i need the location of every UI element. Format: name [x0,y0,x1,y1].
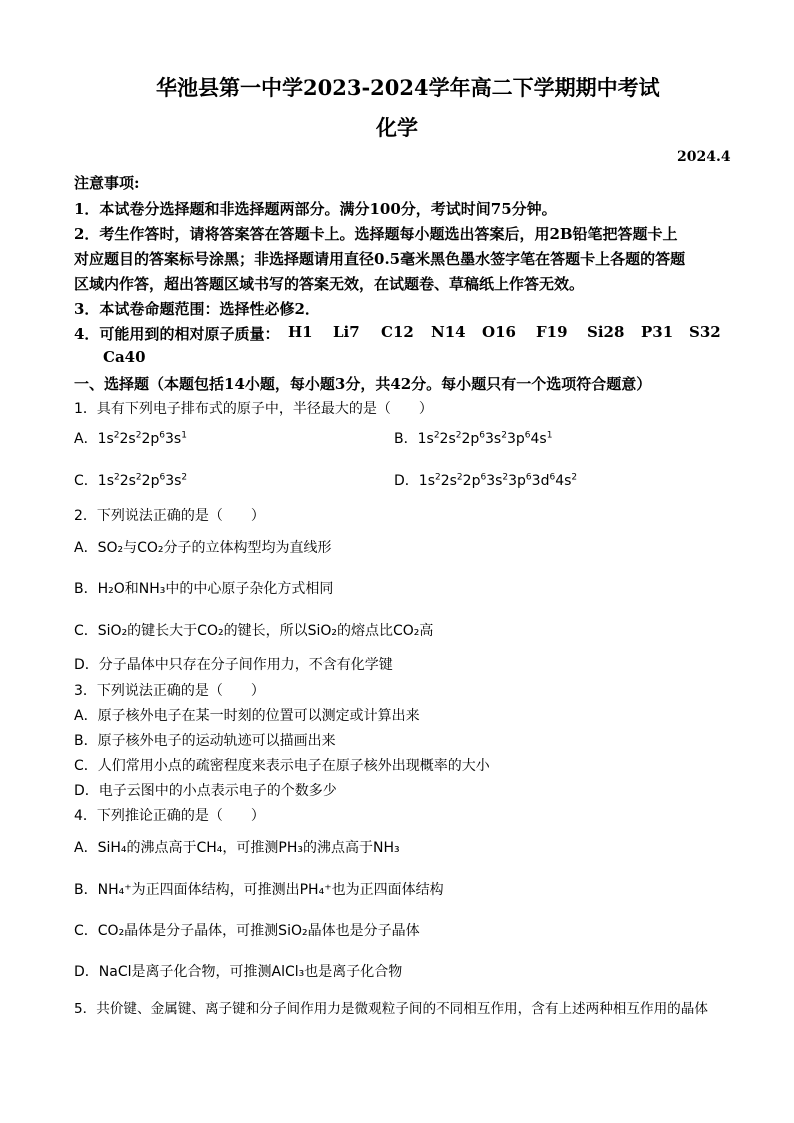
q2-option-a: A．SO₂与CO₂分子的立体构型均为直线形 [74,540,332,556]
subject-title: 化学 [376,115,418,140]
mass-ca: Ca40 [103,348,146,366]
q1-option-a-label: A． [74,431,98,447]
note-4: 4．可能用到的相对原子质量： [74,325,280,343]
mass-f: F19 [536,323,568,341]
q2-option-d: D．分子晶体中只存在分子间作用力，不含有化学键 [74,657,393,673]
note-3: 3．本试卷命题范围：选择性必修2． [74,300,320,318]
q3-option-a: A．原子核外电子在某一时刻的位置可以测定或计算出来 [74,708,420,724]
q1-stem: 1．具有下列电子排布式的原子中，半径最大的是（ ） [74,401,433,417]
q4-stem: 4．下列推论正确的是（ ） [74,808,265,824]
q3-stem: 3．下列说法正确的是（ ） [74,683,265,699]
q1-option-c: C．$1s^22s^22p^63s^2$ [74,472,188,489]
q2-option-b: B．H₂O和NH₃中的中心原子杂化方式相同 [74,581,334,597]
note-2a: 2．考生作答时，请将答案答在答题卡上。选择题每小题选出答案后，用2B铅笔把答题卡上 [74,225,678,243]
mass-li: Li7 [333,323,360,341]
note-2b: 对应题目的答案标号涂黑；非选择题请用直径0.5毫米黑色墨水签字笔在答题卡上各题的答题 [74,250,686,268]
q1-option-b-label: B． [394,431,418,447]
q4-option-a: A．SiH₄的沸点高于CH₄，可推测PH₃的沸点高于NH₃ [74,840,400,856]
q4-option-d: D．NaCl是离子化合物，可推测AlCl₃也是离子化合物 [74,964,403,980]
exam-date: 2024.4 [677,149,731,165]
q1-option-c-label: C． [74,473,98,489]
mass-h: H1 [288,323,313,341]
q3-option-d: D．电子云图中的小点表示电子的个数多少 [74,783,337,799]
q2-option-c: C．SiO₂的键长大于CO₂的键长，所以SiO₂的熔点比CO₂高 [74,623,434,639]
q4-option-c: C．CO₂晶体是分子晶体，可推测SiO₂晶体也是分子晶体 [74,923,420,939]
mass-s: S32 [689,323,721,341]
q1-option-d: D．$1s^22s^22p^63s^23p^63d^64s^2$ [394,472,578,489]
q3-option-b: B．原子核外电子的运动轨迹可以描画出来 [74,733,336,749]
q1-option-a: A．$1s^22s^22p^63s^1$ [74,430,187,447]
q3-option-c: C．人们常用小点的疏密程度来表示电子在原子核外出现概率的大小 [74,758,490,774]
note-2c: 区域内作答，超出答题区域书写的答案无效，在试题卷、草稿纸上作答无效。 [74,275,585,293]
exam-title: 华池县第一中学2023-2024学年高二下学期期中考试 [156,75,660,100]
q5-stem: 5．共价键、金属键、离子键和分子间作用力是微观粒子间的不同相互作用，含有上述两种相互作用的晶体 [74,1001,708,1017]
section-heading: 一、选择题（本题包括14小题，每小题3分，共42分。每小题只有一个选项符合题意） [74,375,652,393]
q1-option-d-label: D． [394,473,419,489]
q1-option-b: B．$1s^22s^22p^63s^23p^64s^1$ [394,430,553,447]
mass-c: C12 [381,323,414,341]
mass-si: Si28 [587,323,625,341]
note-1: 1．本试卷分选择题和非选择题两部分。满分100分，考试时间75分钟。 [74,200,557,218]
mass-o: O16 [482,323,516,341]
mass-n: N14 [431,323,466,341]
q2-stem: 2．下列说法正确的是（ ） [74,508,265,524]
mass-p: P31 [641,323,674,341]
q4-option-b: B．NH₄⁺为正四面体结构，可推测出PH₄⁺也为正四面体结构 [74,882,444,898]
notes-heading: 注意事项: [74,174,140,192]
